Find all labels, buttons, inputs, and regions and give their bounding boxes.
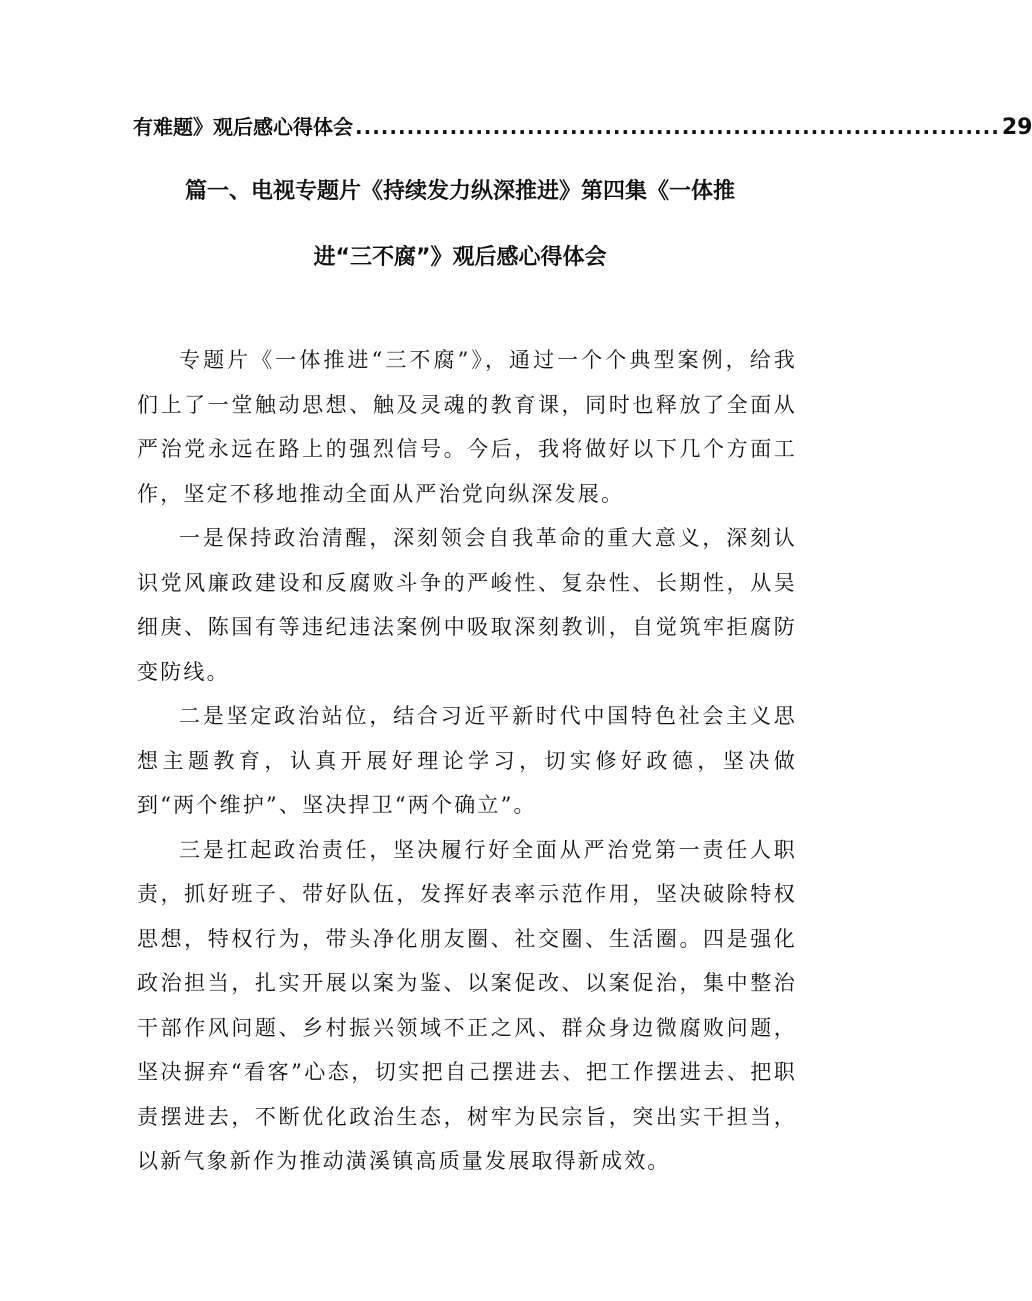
- toc-entry-title: 有难题》观后感心得体会: [133, 115, 353, 139]
- toc-page-number: 29: [1001, 115, 1032, 140]
- toc-leader-dots: ...........................................................................: [355, 115, 1000, 139]
- article-title-line-2: 进“三不腐”》观后感心得体会: [313, 245, 607, 270]
- paragraph-intro: 专题片《一体推进“三不腐”》，通过一个个典型案例，给我们上了一堂触动思想、触及灵魂的教育课，同时也释放了全面从严治党永远在路上的强烈信号。今后，我将做好以下几个方面工作，坚定不移地推动全面从严治党向纵深发展。: [137, 348, 797, 506]
- article-title-line-1: 篇一、电视专题片《持续发力纵深推进》第四集《一体推: [184, 179, 735, 204]
- paragraph-point-1: 一是保持政治清醒，深刻领会自我革命的重大意义，深刻认识党风廉政建设和反腐败斗争的严峻性、复杂性、长期性，从吴细庚、陈国有等违纪违法案例中吸取深刻教训，自觉筑牢拒腐防变防线。: [137, 526, 797, 684]
- article-title: [150, 178, 770, 272]
- paragraph-point-3-4: 三是扛起政治责任，坚决履行好全面从严治党第一责任人职责，抓好班子、带好队伍，发挥好表率示范作用，坚决破除特权思想，特权行为，带头净化朋友圈、社交圈、生活圈。四是强化政治担当，扎实开展以案为鉴、以案促改、以案促治，集中整治干部作风问题、乡村振兴领域不正之风、群众身边微腐败问题，坚决摒弃“看客”心态，切实把自己摆进去、把工作摆进去、把职责摆进去，不断优化政治生态，树牢为民宗旨，突出实干担当，以新气象新作为推动潢溪镇高质量发展取得新成效。: [137, 837, 797, 1173]
- article-body: [137, 338, 797, 1184]
- toc-entry[interactable]: [133, 112, 1032, 143]
- paragraph-point-2: 二是坚定政治站位，结合习近平新时代中国特色社会主义思想主题教育，认真开展好理论学习，切实修好政德，坚决做到“两个维护”、坚决捍卫“两个确立”。: [137, 704, 797, 817]
